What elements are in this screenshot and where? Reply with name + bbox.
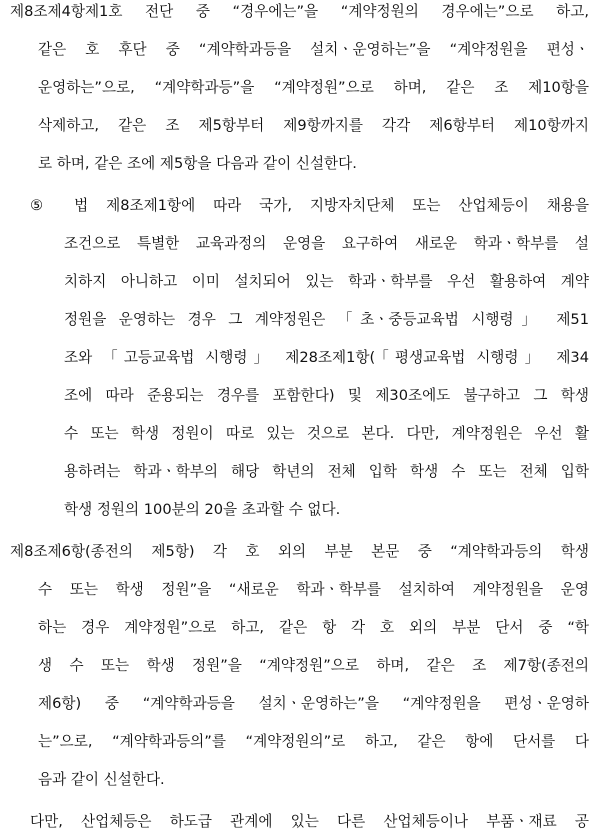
text-line: 는”으로, “계약학과등의”를 “계약정원의”로 하고, 같은 항에 단서를 다 bbox=[38, 733, 589, 750]
text-line: 운영하는”으로, “계약학과등”을 “계약정원”으로 하며, 같은 조 제10항을 bbox=[38, 79, 589, 96]
text-line: 조에 따라 준용되는 경우를 포함한다) 및 제30조에도 불구하고 그 학생 bbox=[64, 387, 589, 404]
text-line: 용하려는 학과ㆍ학부의 해당 학년의 전체 입학 학생 수 또는 전체 입학 bbox=[64, 463, 589, 480]
text-line: 치하지 아니하고 이미 설치되어 있는 학과ㆍ학부를 우선 활용하여 계약 bbox=[64, 273, 589, 290]
text-line: 생 수 또는 학생 정원”을 “계약정원”으로 하며, 같은 조 제7항(종전의 bbox=[38, 657, 589, 674]
text-line: 다만, 산업체등은 하도급 관계에 있는 다른 산업체등이나 부품ㆍ재료 공 bbox=[30, 813, 589, 830]
text-line: 학생 정원의 100분의 20을 초과할 수 없다. bbox=[64, 501, 341, 518]
text-line: 제8조제6항(종전의 제5항) 각 호 외의 부분 본문 중 “계약학과등의 학생 bbox=[10, 543, 589, 560]
text-line: 조건으로 특별한 교육과정의 운영을 요구하여 새로운 학과ㆍ학부를 설 bbox=[64, 235, 589, 252]
text-line: 조와 「고등교육법 시행령」 제28조제1항(「평생교육법 시행령」 제34 bbox=[64, 349, 589, 366]
text-line: 같은 호 후단 중 “계약학과등을 설치ㆍ운영하는”을 “계약정원을 편성ㆍ bbox=[38, 41, 589, 58]
text-line: ⑤ 법 제8조제1항에 따라 국가, 지방자치단체 또는 산업체등이 채용을 bbox=[30, 197, 589, 214]
text-line: 제8조제4항제1호 전단 중 “경우에는”을 “계약정원의 경우에는”으로 하고, bbox=[10, 3, 589, 20]
text-line: 음과 같이 신설한다. bbox=[38, 771, 165, 788]
text-line: 수 또는 학생 정원이 따로 있는 것으로 본다. 다만, 계약정원은 우선 활 bbox=[64, 425, 589, 442]
text-line: 정원을 운영하는 경우 그 계약정원은 「초ㆍ중등교육법 시행령」 제51 bbox=[64, 311, 589, 328]
text-line: 로 하며, 같은 조에 제5항을 다음과 같이 신설한다. bbox=[38, 155, 357, 172]
text-line: 삭제하고, 같은 조 제5항부터 제9항까지를 각각 제6항부터 제10항까지 bbox=[38, 117, 589, 134]
text-line: 하는 경우 계약정원”으로 하고, 같은 항 각 호 외의 부분 단서 중 “학 bbox=[38, 619, 589, 636]
text-line: 수 또는 학생 정원”을 “새로운 학과ㆍ학부를 설치하여 계약정원을 운영 bbox=[38, 581, 589, 598]
text-line: 제6항) 중 “계약학과등을 설치ㆍ운영하는”을 “계약정원을 편성ㆍ운영하 bbox=[38, 695, 589, 712]
